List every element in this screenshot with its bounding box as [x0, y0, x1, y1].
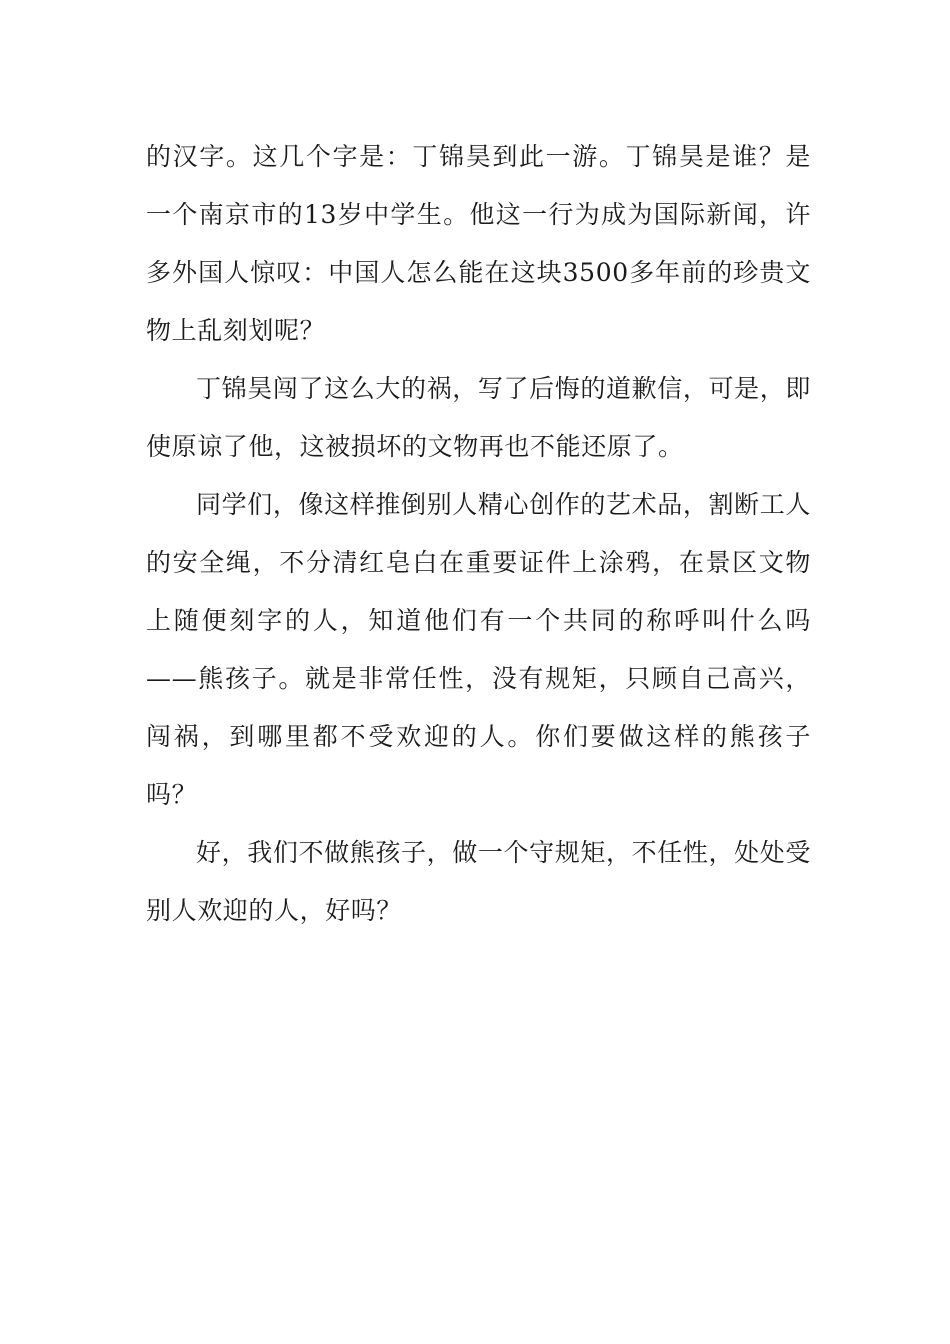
body-text — [146, 128, 811, 940]
paragraph-continuation: 的汉字。这几个字是：丁锦昊到此一游。丁锦昊是谁？是一个南京市的13岁中学生。他这一行为成为国际新闻，许多外国人惊叹：中国人怎么能在这块3500多年前的珍贵文物上乱刻划呢？ — [146, 142, 811, 345]
paragraph-conclusion: 好，我们不做熊孩子，做一个守规矩，不任性，处处受别人欢迎的人，好吗？ — [146, 838, 811, 925]
paragraph-apology: 丁锦昊闯了这么大的祸，写了后悔的道歉信，可是，即使原谅了他，这被损坏的文物再也不能还原了。 — [146, 374, 811, 461]
paragraph-naughty-kids: 同学们，像这样推倒别人精心创作的艺术品，割断工人的安全绳，不分清红皂白在重要证件上涂鸦，在景区文物上随便刻字的人，知道他们有一个共同的称呼叫什么吗——熊孩子。就是非常任性，没有规矩，只顾自己高兴，闯祸，到哪里都不受欢迎的人。你们要做这样的熊孩子吗？ — [146, 490, 811, 809]
